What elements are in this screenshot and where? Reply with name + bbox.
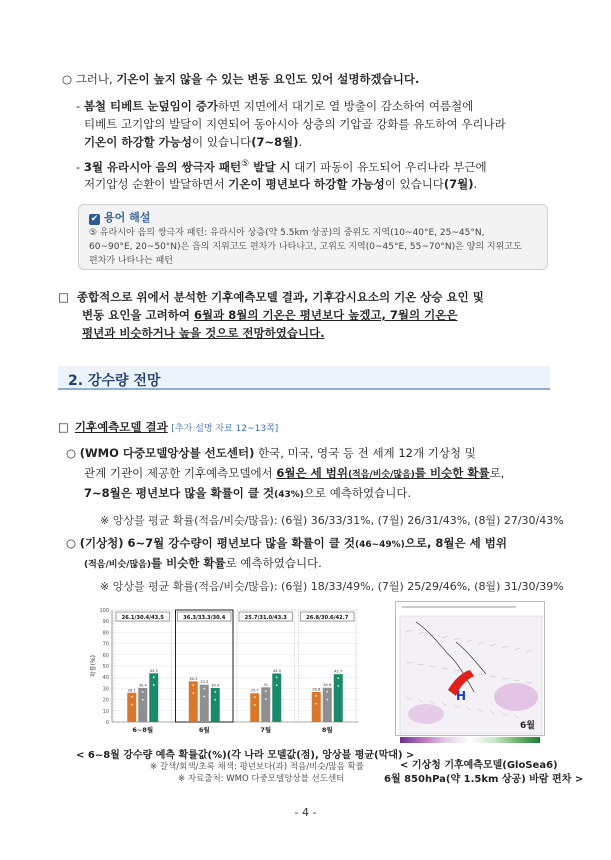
model-point [265, 690, 267, 692]
kma-line-1: ○ (기상청) 6~7월 강수량이 평년보다 많을 확률이 클 것(46~49%)으로, 8월은 세 범위 [66, 536, 507, 550]
intro-dash-2: - 3월 유라시아 음의 쌍극자 패턴⑤ 발달 시 대기 파동이 유도되어 우리나라 부근에 [76, 159, 487, 174]
y-axis-label: 확률(%) [90, 655, 97, 677]
y-tick-label: 0 [105, 720, 109, 726]
map-caption-2: 6월 850hPa(약 1.5km 상공) 바람 편차 > [384, 774, 584, 785]
bar-value-label: 33.3 [200, 680, 209, 685]
bar [261, 687, 270, 722]
x-tick-label: 6~8월 [132, 726, 154, 734]
model-point [276, 677, 278, 679]
glossary-box [78, 204, 548, 270]
high-pressure-label: H [456, 689, 467, 703]
y-tick-label: 10 [102, 708, 109, 715]
model-point [337, 662, 339, 664]
group-header-label: 26.1/30.4/43.5 [121, 615, 164, 621]
y-tick-label: 70 [102, 641, 109, 648]
model-point [254, 696, 256, 698]
glossary-line-3: 편차가 나타나는 패턴 [89, 256, 173, 266]
bar-value-label: 25.7 [250, 688, 259, 693]
y-tick-label: 90 [102, 619, 109, 626]
kma-note: ※ 앙상블 평균 확률(적음/비슷/많음): (6월) 18/33/49%, (7월) 25/29/46%, (8월) 31/30/39% [100, 580, 564, 593]
x-tick-label: 6월 [198, 726, 210, 734]
bar [272, 674, 281, 722]
model-heading: □ 기후예측모델 결과 [추가 설명 자료 12~13쪽] [58, 420, 279, 434]
group-header-label: 25.7/31.0/43.3 [244, 615, 287, 621]
model-point [214, 675, 216, 677]
model-point [337, 677, 339, 679]
model-point [254, 704, 256, 706]
model-point [326, 691, 328, 693]
intro-paragraph: ○ 그러나, 기온이 높지 않을 수 있는 변동 요인도 있어 설명하겠습니다. [62, 72, 420, 86]
model-point [203, 688, 205, 690]
bar-value-label: 36.3 [189, 676, 198, 681]
model-point [214, 691, 216, 693]
bar [189, 681, 198, 722]
group-header-label: 36.3/33.3/30.4 [183, 615, 226, 621]
glossary-line-2: 60~90°E, 20~50°N)은 음의 지위고도 편차가 나타나고, 고위도 지역(0~45°E, 55~70°N)은 양의 지위고도 [89, 242, 522, 252]
model-point [276, 661, 278, 663]
bar-value-label: 31 [263, 682, 269, 687]
model-point [153, 676, 155, 678]
model-point [315, 679, 317, 681]
summary-line-2: 변동 요인을 고려하여 6월과 8월의 기온은 평년보다 높겠고, 7월의 기온은 [82, 308, 458, 322]
map-colorbar [400, 737, 540, 743]
model-point [153, 661, 155, 663]
intro-dash-1: - 봄철 티베트 눈덮임이 증가하면 지면에서 대기로 열 방출이 감소하여 여름철에 [76, 99, 474, 113]
model-point [315, 695, 317, 697]
bar-value-label: 42.7 [334, 669, 343, 674]
wmo-line-1: ○ (WMO 다중모델앙상블 선도센터) 한국, 미국, 영국 등 전 세계 12개 기상청 및 [66, 446, 476, 460]
map-graphic [396, 602, 545, 736]
group-header-label: 26.8/30.6/42.7 [306, 615, 349, 621]
bar-value-label: 26.8 [312, 687, 321, 692]
bar [149, 673, 158, 722]
glossary-line-1: ⑤ 유라시아 음의 쌍극자 패턴: 유라시아 상층(약 5.5km 상공)의 중위도 지역(10~40°E, 25~45°N, [89, 228, 485, 238]
bar-value-label: 30.6 [323, 683, 332, 688]
chart-note-2: ※ 자료출처: WMO 다중모델앙상블 선도센터 [178, 774, 345, 784]
model-point [142, 699, 144, 701]
section-title: 2. 강수량 전망 [58, 366, 550, 390]
kma-line-2: (적음/비슷/많음)를 비슷한 확률로 예측하였습니다. [84, 556, 322, 570]
bar [211, 688, 220, 722]
intro-dash-1-line2: 티베트 고기압의 발달이 지연되어 동아시아 상층의 기압골 강화를 유도하여 우리나라 [84, 117, 506, 131]
model-point [131, 704, 133, 706]
model-point [254, 681, 256, 683]
reference-tag[interactable]: [추가 설명 자료 12~13쪽] [171, 424, 279, 434]
precipitation-probability-chart [90, 604, 362, 740]
intro-dash-1-line3: 기온이 하강할 가능성이 있습니다(7~8월). [84, 135, 303, 149]
bar-value-label: 30.4 [211, 683, 220, 688]
wind-anomaly-map [395, 601, 545, 736]
wmo-note: ※ 앙상블 평균 확률(적음/비슷/많음): (6월) 36/33/31%, (7월) 26/31/43%, (8월) 27/30/43% [100, 514, 564, 527]
x-tick-label: 8월 [321, 726, 333, 734]
chart-caption: < 6~8월 강수량 예측 확률값(%)(각 나라 모델값(점), 앙상블 평균(막대) > [76, 750, 415, 761]
bar-value-label: 30.4 [138, 683, 147, 688]
intro-dash-2-line2: 저기압성 순환이 발달하면서 기온이 평년보다 하강할 가능성이 있습니다(7월). [84, 177, 478, 191]
model-point [142, 675, 144, 677]
model-point [142, 691, 144, 693]
model-point [265, 698, 267, 700]
model-point [192, 684, 194, 686]
check-icon: ✔ [90, 214, 99, 224]
bar-value-label: 26.1 [127, 688, 136, 693]
model-point [192, 669, 194, 671]
page-number: - 4 - [294, 806, 317, 819]
model-point [326, 675, 328, 677]
wmo-line-3: 7~8월은 평년보다 많을 확률이 클 것(43%)으로 예측하였습니다. [84, 486, 412, 500]
summary-line-3: 평년과 비슷하거나 높을 것으로 전망하였습니다. [82, 326, 325, 340]
model-point [326, 699, 328, 701]
model-point [265, 675, 267, 677]
y-tick-label: 50 [102, 664, 109, 670]
y-tick-label: 100 [99, 608, 109, 614]
glossary-title: ✔ 용어 해설 [90, 211, 151, 224]
y-tick-label: 60 [102, 652, 109, 659]
x-tick-label: 7월 [260, 726, 272, 734]
chart-note-1: ※ 갈색/회색/초록 채색: 평년보다(과) 적음/비슷/많음 확률 [150, 762, 365, 772]
model-point [203, 696, 205, 698]
model-point [153, 684, 155, 686]
bar [200, 685, 209, 722]
y-tick-label: 20 [102, 697, 109, 704]
y-tick-label: 80 [102, 630, 109, 637]
summary-line-1: □ 종합적으로 위에서 분석한 기후예측모델 결과, 기후감시요소의 기온 상승 요인 및 [58, 290, 484, 304]
bar [323, 688, 332, 722]
model-point [131, 696, 133, 698]
model-point [192, 692, 194, 694]
wmo-line-2: 관계 기관이 제공한 기후예측모델에서 6월은 세 범위(적음/비슷/많음)를 비슷한 확률로, [84, 466, 505, 480]
bar [138, 688, 147, 722]
model-point [337, 685, 339, 687]
bar-value-label: 43.5 [149, 668, 158, 673]
bar-value-label: 43.3 [272, 669, 281, 674]
bar [334, 674, 343, 722]
model-point [315, 703, 317, 705]
map-caption-1: < 기상청 기후예측모델(GloSea6) [400, 760, 558, 771]
model-point [276, 684, 278, 686]
model-point [214, 699, 216, 701]
model-point [131, 680, 133, 682]
map-month-label: 6월 [520, 721, 535, 731]
model-point [203, 672, 205, 674]
y-tick-label: 30 [102, 686, 109, 693]
y-tick-label: 40 [102, 675, 109, 682]
summary-box-icon: □ [58, 290, 69, 304]
